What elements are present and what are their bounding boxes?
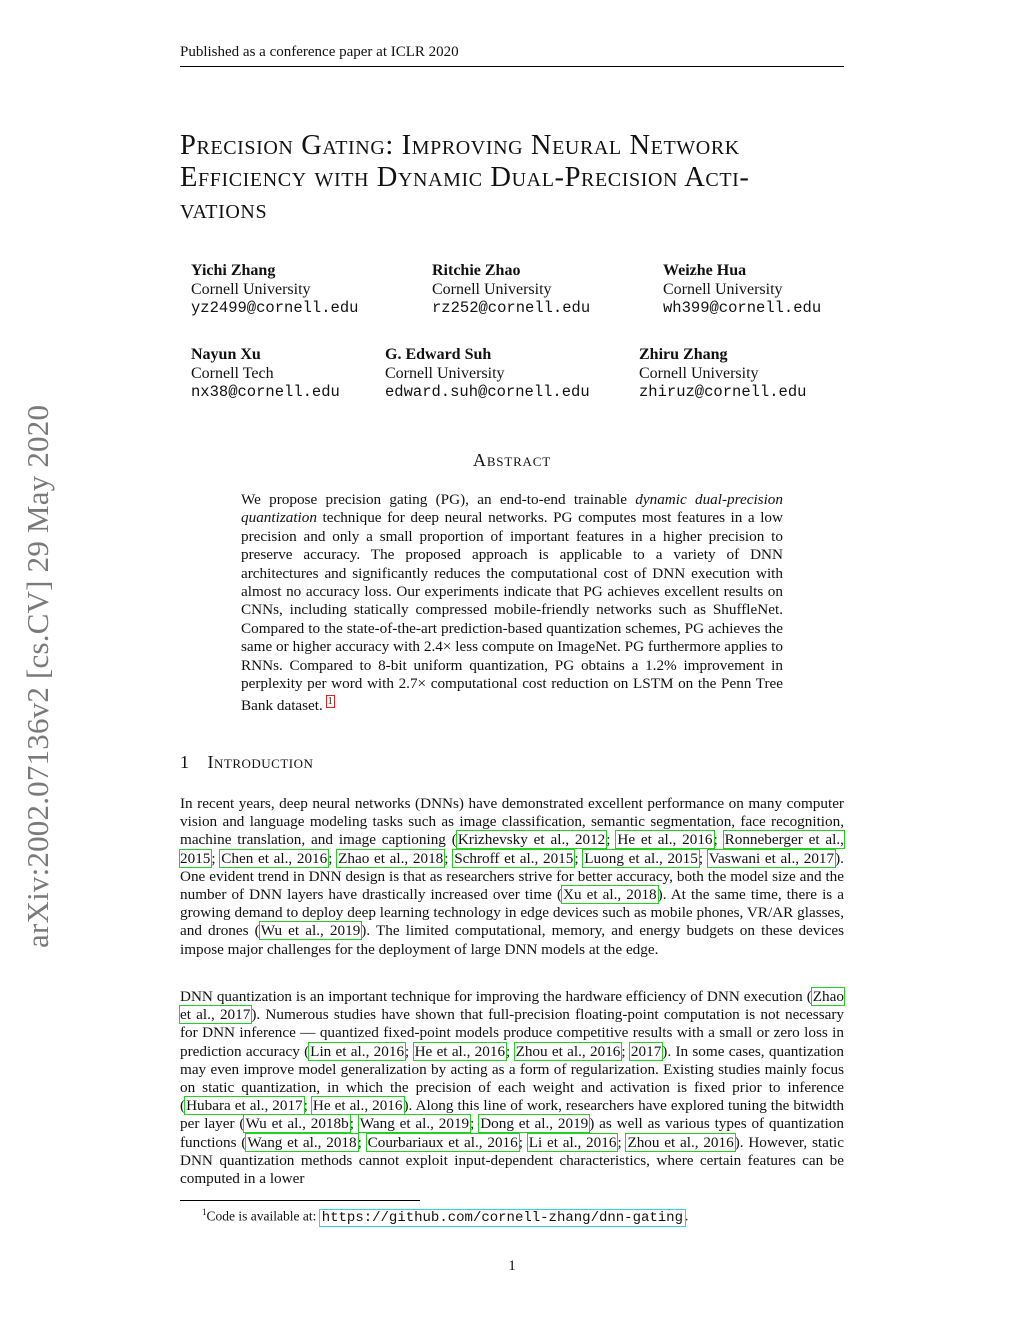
citation-link[interactable]: Xu et al., 2018 xyxy=(563,886,657,904)
citation-link[interactable]: Wang et al., 2018 xyxy=(247,1133,357,1151)
citation-link[interactable]: Chen et al., 2016 xyxy=(221,849,328,867)
footnote-end: . xyxy=(684,1208,689,1224)
abstract-heading: Abstract xyxy=(473,450,551,470)
citation-link[interactable]: Zhou et al., 2016 xyxy=(515,1042,621,1060)
body-text: DNN quantization is an important technique for improving the hardware efficiency of DNN execution ( xyxy=(180,988,812,1005)
citation-link[interactable]: Ronneberger et al., 2015 xyxy=(180,831,844,867)
intro-paragraph-2: DNN quantization is an important technique for improving the hardware efficiency of DNN execution (Zhao et al., 2017). Numerous studies have shown that full-precision floating-point computation is not necessary for DNN inference — quantized fixed-point models produce competitive results with a small or zero loss in prediction accuracy (Lin et al., 2016; He et al., 2016; Zhou et al., 2016; 2017). In some cases, quantization may even improve model generalization by acting as a form of regularization. Existing studies mainly focus on static quantization, in which the precision of each weight and activation is fixed prior to inference (Hubara et al., 2017; He et al., 2016). Along this line of work, researchers have explored tuning the bitwidth per layer (Wu et al., 2018b; Wang et al., 2019; Dong et al., 2019) as well as various types of quantization functions (Wang et al., 2018; Courbariaux et al., 2016; Li et al., 2016; Zhou et al., 2016). However, static DNN quantization methods cannot exploit input-dependent characteristics, where certain features can be computed in a lower xyxy=(180,988,845,1188)
author-block xyxy=(639,345,806,402)
body-text: ) as well as various types of quantization functions ( xyxy=(180,1115,844,1151)
section-number: 1 xyxy=(180,752,190,772)
citation-link[interactable]: Zhou et al., 2016 xyxy=(627,1133,734,1151)
footnote-ref-link[interactable]: 1 xyxy=(327,696,333,708)
author-name: Zhiru Zhang xyxy=(639,346,728,363)
author-block xyxy=(191,345,340,402)
author-name: Nayun Xu xyxy=(191,346,261,363)
body-text: ). The limited computational, memory, and energy budgets on these devices impose major challenges for the deployment of large DNN models at the edge. xyxy=(180,922,844,958)
author-name: Ritchie Zhao xyxy=(432,262,521,279)
abstract-text: technique for deep neural networks. PG computes most features in a low precision and only a small proportion of important features in a higher precision to preserve accuracy. The proposed approach is applicable to a variety of DNN architectures and significantly reduces the computational cost of DNN execution with almost no accuracy loss. Our experiments indicate that PG achieves excellent results on CNNs, including statically compressed mobile-friendly networks such as ShuffleNet. Compared to the state-of-the-art prediction-based quantization schemes, PG achieves the same or higher accuracy with 2.4× less compute on ImageNet. PG furthermore applies to RNNs. Compared to 8-bit uniform quantization, PG obtains a 1.2% improvement in perplexity per word with 2.7× computational cost reduction on LSTM on the Penn Tree Bank dataset. xyxy=(241,509,783,715)
citation-link[interactable]: Li et al., 2016 xyxy=(528,1133,617,1151)
author-email[interactable]: zhiruz@cornell.edu xyxy=(639,383,807,401)
citation-link[interactable]: Zhao et al., 2018 xyxy=(338,849,444,867)
citation-link[interactable]: He et al., 2016 xyxy=(414,1042,506,1060)
abstract-text: We propose precision gating (PG), an end-to-end trainable xyxy=(241,491,636,508)
title-line-2: Efficiency with Dynamic Dual-Precision Acti- xyxy=(180,162,750,193)
body-text: ). However, static DNN quantization methods cannot exploit input-dependent characteristics, where certain features can be computed in a lower xyxy=(180,1133,844,1188)
citation-link[interactable]: Zhao et al., 2017 xyxy=(180,988,844,1024)
author-affiliation: Cornell University xyxy=(432,281,552,298)
footnote-rule xyxy=(180,1200,420,1201)
footnote-mark: 1 xyxy=(202,1207,207,1217)
citation-link[interactable]: Lin et al., 2016 xyxy=(310,1042,405,1060)
body-text: ). One evident trend in DNN design is that as researchers strive for better accuracy, both the model size and the number of DNN layers have drastically increased over time ( xyxy=(180,849,844,904)
arxiv-identifier: arXiv:2002.07136v2 [cs.CV] 29 May 2020 xyxy=(20,404,55,948)
page-number: 1 xyxy=(508,1258,516,1274)
author-block xyxy=(432,261,590,318)
title-line-3: vations xyxy=(180,194,268,225)
header-rule xyxy=(180,66,844,67)
body-text: ). In some cases, quantization may even improve model generalization by acting as a form of regularization. Existing studies mainly focus on static quantization, in which the precision of each weight and activation is fixed prior to inference ( xyxy=(180,1042,844,1115)
author-affiliation: Cornell Tech xyxy=(191,365,274,382)
author-block xyxy=(191,261,358,318)
body-text: In recent years, deep neural networks (DNNs) have demonstrated excellent performance on many computer vision and language modeling tasks such as image classification, semantic segmentation, face recognition, machine translation, and image captioning ( xyxy=(180,795,844,849)
footnote xyxy=(202,1207,688,1226)
author-name: G. Edward Suh xyxy=(385,346,492,363)
citation-link[interactable]: Krizhevsky et al., 2012 xyxy=(457,831,606,849)
citation-link[interactable]: Schroff et al., 2015 xyxy=(454,849,574,867)
citation-link[interactable]: Dong et al., 2019 xyxy=(480,1115,589,1133)
author-affiliation: Cornell University xyxy=(663,281,783,298)
author-email[interactable]: nx38@cornell.edu xyxy=(191,383,340,401)
body-text: ). Along this line of work, researchers have explored tuning the bitwidth per layer ( xyxy=(180,1097,844,1133)
citation-link[interactable]: 2017 xyxy=(630,1042,662,1060)
author-affiliation: Cornell University xyxy=(385,365,505,382)
intro-paragraph-1: In recent years, deep neural networks (DNNs) have demonstrated excellent performance on many computer vision and language modeling tasks such as image classification, semantic segmentation, face recognition, machine translation, and image captioning (Krizhevsky et al., 2012; He et al., 2016; Ronneberger et al., 2015; Chen et al., 2016; Zhao et al., 2018; Schroff et al., 2015; Luong et al., 2015; Vaswani et al., 2017). One evident trend in DNN design is that as researchers strive for better accuracy, both the model size and the number of DNN layers have drastically increased over time (Xu et al., 2018). At the same time, there is a growing demand to deploy deep learning technology in edge devices such as mobile phones, VR/AR glasses, and drones (Wu et al., 2019). The limited computational, memory, and energy budgets on these devices impose major challenges for the deployment of large DNN models at the edge. xyxy=(180,795,845,958)
paper-title xyxy=(180,130,850,226)
title-line-1: Precision Gating: Improving Neural Network xyxy=(180,130,740,161)
author-name: Weizhe Hua xyxy=(663,262,747,279)
author-block xyxy=(663,261,821,318)
citation-link[interactable]: Luong et al., 2015 xyxy=(584,849,698,867)
citation-link[interactable]: Vaswani et al., 2017 xyxy=(708,849,835,867)
abstract-body xyxy=(241,491,783,716)
body-text: ). At the same time, there is a growing demand to deploy deep learning technology in edge devices such as mobile phones, VR/AR glasses, and drones ( xyxy=(180,886,845,940)
section-heading xyxy=(180,752,313,773)
author-name: Yichi Zhang xyxy=(191,262,276,279)
body-text: ). Numerous studies have shown that full-precision floating-point computation is not necessary for DNN inference — quantized fixed-point models produce competitive results with a small or zero loss in prediction accuracy ( xyxy=(180,1006,845,1060)
abstract-emphasis: dynamic dual-precision quantization xyxy=(241,491,783,527)
author-email[interactable]: edward.suh@cornell.edu xyxy=(385,383,590,401)
author-email[interactable]: rz252@cornell.edu xyxy=(432,299,591,317)
citation-link[interactable]: Wu et al., 2018b xyxy=(245,1115,349,1133)
citation-link[interactable]: He et al., 2016 xyxy=(617,831,713,849)
repository-url-link[interactable]: https://github.com/cornell-zhang/dnn-gating xyxy=(321,1209,683,1226)
section-title: Introduction xyxy=(207,752,314,772)
citation-link[interactable]: He et al., 2016 xyxy=(312,1097,403,1115)
author-affiliation: Cornell University xyxy=(639,365,759,382)
footnote-text: Code is available at: xyxy=(206,1208,320,1224)
citation-link[interactable]: Wang et al., 2019 xyxy=(359,1115,470,1133)
author-email[interactable]: wh399@cornell.edu xyxy=(663,299,822,317)
citation-link[interactable]: Hubara et al., 2017 xyxy=(186,1097,303,1115)
author-email[interactable]: yz2499@cornell.edu xyxy=(191,299,359,317)
citation-link[interactable]: Wu et al., 2019 xyxy=(260,922,361,940)
citation-link[interactable]: Courbariaux et al., 2016 xyxy=(367,1133,518,1151)
running-header: Published as a conference paper at ICLR 2020 xyxy=(180,44,459,60)
author-affiliation: Cornell University xyxy=(191,281,311,298)
author-block xyxy=(385,345,590,402)
